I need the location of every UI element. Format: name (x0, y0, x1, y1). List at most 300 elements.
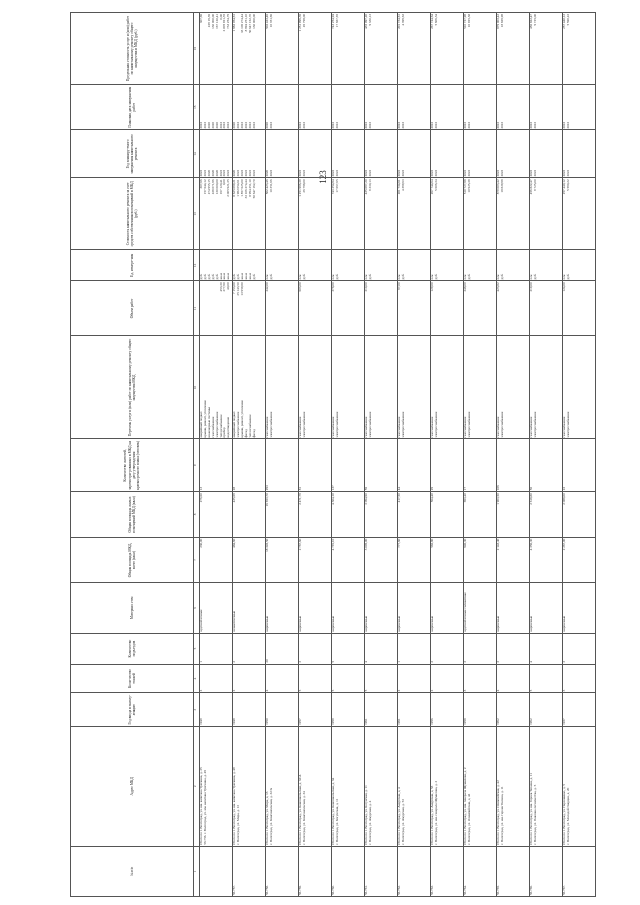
cell-line: 2022 (496, 121, 500, 129)
cell-line: 10 351,66 (268, 14, 273, 28)
cell-line: 5 (331, 689, 335, 692)
capital-repair-table (70, 12, 596, 897)
cell-line: 502 423,46 (265, 14, 269, 29)
cell-line: 2022 (430, 121, 434, 129)
date-end-cell (365, 84, 398, 130)
cell-line: 13 (199, 486, 203, 491)
volume-cell (299, 281, 332, 336)
cell-line: 435,69 (232, 493, 236, 503)
cell-line: г. Волгоград, ул. Комсомольская, д. 32/А (268, 787, 273, 845)
cell-line: 879 003,42 (496, 179, 500, 195)
works-cell (398, 336, 431, 439)
cell-line: 56.761. (364, 885, 368, 895)
entrances-cell (497, 633, 530, 664)
column-header: Год ввода в эксплу-атацию (71, 693, 194, 727)
residents-cell (431, 439, 464, 492)
year-end-cell (365, 130, 398, 178)
limit-cell (233, 13, 266, 85)
year-end-cell (398, 130, 431, 178)
area-total-cell (464, 537, 497, 583)
cell-line: руб. (301, 273, 306, 280)
floors-cell (398, 664, 431, 693)
cell-line: руб. (334, 273, 339, 280)
cell-line: г. Волгоград, ул. им. генерала Шумилова, д. 2 (433, 780, 438, 845)
cell-line: 307,66 (199, 179, 203, 189)
address-cell (431, 726, 464, 846)
entrances-cell (233, 633, 266, 664)
cell-line: 2 (430, 689, 434, 692)
cell-line: 2022 (251, 121, 256, 129)
cell-line: Итого по г. Волгоград, ул. им. Героев Тюхина, д. 11 (529, 772, 533, 845)
cell-line: 2020 (265, 169, 269, 177)
cell-line: Итого по г. Волгоград, ул. Богунская, д. 11 (364, 785, 368, 845)
area-living-cell (233, 492, 266, 538)
cell-line: электроснабжение (214, 411, 219, 438)
cell-line: 743 254,94 (331, 14, 335, 29)
cell-line: 18 345,50 (265, 538, 269, 552)
limit-cell (530, 13, 563, 85)
cell-line: 777,60 (397, 538, 401, 548)
column-header: Коли-чество этажей (71, 664, 194, 693)
column-header: Материал стен (71, 583, 194, 633)
unit-cell (464, 250, 497, 281)
residents-cell (332, 439, 365, 492)
cell-line: г. Волгоград, ул. Мира, д. 13 (235, 805, 240, 845)
cell-line: 2022 (243, 169, 248, 177)
cell-line: 3 094,90 (364, 493, 368, 505)
cost-cell (299, 178, 332, 250)
area-living-cell (332, 492, 365, 538)
cell-line: 22 (562, 486, 566, 491)
cell-line: 5 590,22 (565, 179, 570, 191)
cell-line: 2022 (430, 169, 434, 177)
cell-line: 3 (562, 689, 566, 692)
cell-line: г. Волгоград, ул. Павлова лесничества, д. 5 (532, 784, 537, 845)
cell-line: 510 727,98 (463, 179, 467, 195)
limit-cell (398, 13, 431, 85)
cell-line: электроснабжение (466, 411, 471, 438)
cell-line: 56.759. (298, 885, 302, 895)
cell-line: 3 (463, 661, 467, 663)
cell-line: электроснабжение (400, 411, 405, 438)
cell-line: 4 (529, 661, 533, 663)
year-cell (398, 693, 431, 727)
works-cell (431, 336, 464, 439)
column-header: Адрес МКД (71, 726, 194, 846)
cell-line: 59 (364, 486, 368, 491)
entrances-cell (299, 633, 332, 664)
area-living-cell (299, 492, 332, 538)
cell-line: 2022 (532, 121, 537, 129)
cell-line: газоснабжение (397, 416, 401, 438)
entrances-cell (332, 633, 365, 664)
residents-cell (563, 439, 596, 492)
cell-line: 564,40 (430, 493, 434, 503)
material-cell (497, 583, 530, 633)
table-row (431, 13, 464, 897)
cell-line: 2020 (210, 169, 215, 177)
area-living-cell (266, 492, 299, 538)
cell-line: 2 267,00 (562, 538, 566, 551)
cell-line: п.м (331, 274, 335, 280)
cell-line: 2022 (397, 169, 401, 177)
cell-line: 603,00 (298, 282, 302, 292)
cell-line: 2022 (298, 169, 302, 177)
address-cell (233, 726, 266, 846)
works-cell (464, 336, 497, 439)
cell-line: аварийный подвал (232, 411, 236, 438)
column-header: Количество подъездов (71, 633, 194, 664)
cell-line: 3 (463, 689, 467, 692)
cell-line: 56.758. (265, 885, 269, 895)
cell-line: 2020 (232, 169, 236, 177)
row-number (299, 846, 332, 896)
cell-line: Итого по г. Волгоград, ул. Амурская, д. 53 (430, 785, 434, 845)
cell-line: 9 725,00 (532, 14, 537, 26)
cell-line: 276,60 (199, 493, 203, 503)
cell-line: 10 925,38 (466, 14, 471, 28)
cell-line: 1 982 054,61 (232, 14, 236, 32)
cell-line: 1 857 625,00 (239, 179, 244, 197)
cell-line: газоснабжение (463, 416, 467, 438)
limit-cell (332, 13, 365, 85)
year-cell (563, 693, 596, 727)
cell-line: 167 120,41 (214, 14, 219, 29)
cell-line: 56.757. (232, 885, 236, 895)
cell-line: 2022 (499, 169, 504, 177)
table-row (200, 13, 233, 897)
cell-line: 219,00 (529, 282, 533, 292)
cell-line: 1959 (331, 718, 335, 725)
cell-line: 2022 (367, 169, 372, 177)
area-living-cell (200, 492, 233, 538)
address-cell (464, 726, 497, 846)
residents-cell (233, 439, 266, 492)
area-living-cell (497, 492, 530, 538)
cell-line: 2022 (466, 121, 471, 129)
cell-line: теплоснабжение (247, 414, 252, 438)
residents-cell (200, 439, 233, 492)
unit-cell (266, 250, 299, 281)
cell-line: 510 727,98 (463, 14, 467, 29)
material-cell (200, 583, 233, 633)
cell-line: руб. (367, 273, 372, 280)
cell-line: руб. (232, 273, 236, 280)
cell-line: 2 143,40 (496, 538, 500, 551)
cell-line: 2 (232, 689, 236, 692)
entrances-cell (530, 633, 563, 664)
cell-line: руб. (433, 273, 438, 280)
year-cell (299, 693, 332, 727)
cell-line: 18 829,98 (499, 14, 504, 28)
table-row (365, 13, 398, 897)
cell-line: 17 667,65 (334, 179, 339, 193)
cell-line: 9 330,13 (367, 179, 372, 191)
cell-line: 2022 (562, 121, 566, 129)
floors-cell (332, 664, 365, 693)
entrances-cell (398, 633, 431, 664)
cell-line: руб. (206, 273, 211, 280)
floors-cell (530, 664, 563, 693)
year-cell (233, 693, 266, 727)
row-number (365, 846, 398, 896)
cell-line: 2022 (331, 121, 335, 129)
area-total-cell (365, 537, 398, 583)
row-number (431, 846, 464, 896)
cell-line: 167 120,41 (218, 179, 223, 195)
cell-line: 2022 (334, 121, 339, 129)
cell-line: 2022 (202, 169, 207, 177)
cell-line: 2 618,80 (529, 493, 533, 505)
cell-line: 2020 (210, 121, 215, 129)
cell-line: 230,00 (199, 538, 203, 548)
cell-line: 5 606,34 (433, 14, 438, 26)
cell-line: кв.м (226, 273, 231, 280)
row-number (497, 846, 530, 896)
unit-cell (530, 250, 563, 281)
entrances-cell (464, 633, 497, 664)
cost-cell (200, 178, 233, 250)
cell-line: 2022 (433, 121, 438, 129)
cell-line: 435 097,20 (364, 14, 368, 29)
cell-line: 26 798,00 (301, 179, 306, 193)
cell-line: 502 423,46 (265, 179, 269, 195)
cell-line: 3 (562, 661, 566, 663)
volume-cell (266, 281, 299, 336)
cell-line: кирпичные (298, 615, 302, 632)
cell-line: кирпичные (496, 615, 500, 632)
cell-line: 2022 (251, 169, 256, 177)
cell-line: 56.763. (430, 885, 434, 895)
cell-line: 277,90 (222, 282, 227, 292)
year-end-cell (530, 130, 563, 178)
cell-line: 2022 (226, 169, 231, 177)
cell-line: 2022 (331, 169, 335, 177)
floors-cell (266, 664, 299, 693)
cell-line: 2022 (562, 169, 566, 177)
cell-line: электроснабжение (301, 411, 306, 438)
cell-line: крыши, ремонт, утепление (239, 400, 244, 438)
date-end-cell (266, 84, 299, 130)
cell-line: 4 791,10 (331, 538, 335, 551)
cell-line: 5 590,22 (565, 14, 570, 26)
unit-cell (563, 250, 596, 281)
column-header: Количество жителей, зарегистри-рованных в МКД на дату утверждения краткосрочного плана (человек) (71, 439, 194, 492)
cell-line: 1949 (199, 718, 203, 725)
limit-cell (200, 13, 233, 85)
cell-line: 0,00 (222, 179, 227, 186)
material-cell (464, 583, 497, 633)
cell-line: 2022 (463, 121, 467, 129)
cell-line: 2022 (199, 121, 203, 129)
table-row (233, 13, 266, 897)
cell-line: фасад (243, 429, 248, 438)
cell-line: г. Волгоград, ул. им. Героев Тюхина, д. 11 (499, 786, 504, 845)
cell-line: кирпичные (265, 615, 269, 632)
cell-line: 2022 (364, 121, 368, 129)
cell-line: 1 982 054,61 (235, 179, 240, 197)
address-cell (530, 726, 563, 846)
entrances-cell (365, 633, 398, 664)
cell-line: 2 088,00 (562, 493, 566, 505)
limit-cell (431, 13, 464, 85)
cell-line: 1 251 996,39 (298, 14, 302, 32)
limit-cell (497, 13, 530, 85)
cell-line: Итого по г. Волгоград, ул. Мира, д. 13 (265, 791, 269, 845)
row-number (233, 846, 266, 896)
cell-line: 1950 (265, 718, 269, 725)
cell-line: 378,00 (331, 282, 335, 292)
cell-line: 1957 (298, 718, 302, 725)
cell-line: 137 (331, 485, 335, 491)
year-cell (497, 693, 530, 727)
cell-line: 56.762. (397, 885, 401, 895)
cell-line: руб. (565, 273, 570, 280)
cell-line: кирпичные (430, 615, 434, 632)
cell-line: 10 351,66 (268, 179, 273, 193)
works-cell (365, 336, 398, 439)
cell-line: 1956 (430, 718, 434, 725)
column-header: Стоимость капитального ремонта за счет средств собственников помещений в МКД (руб.) (71, 178, 194, 250)
cell-line: п.м (397, 274, 401, 280)
cell-line: прибор (222, 427, 227, 438)
cell-line: 81 (298, 486, 302, 491)
unit-cell (398, 250, 431, 281)
date-end-cell (497, 84, 530, 130)
cell-line: 2022 (565, 169, 570, 177)
floors-cell (563, 664, 596, 693)
cell-line: 693,40 (463, 493, 467, 503)
cell-line: 20 (265, 659, 269, 663)
residents-cell (464, 439, 497, 492)
date-end-cell (398, 84, 431, 130)
area-total-cell (398, 537, 431, 583)
cell-line: руб. (532, 273, 537, 280)
cell-line: газоснабжение (364, 416, 368, 438)
cell-line: газоснабжение (496, 416, 500, 438)
cell-line: газоснабжение (430, 416, 434, 438)
cell-line: 2022 (364, 169, 368, 177)
area-living-cell (431, 492, 464, 538)
material-cell (365, 583, 398, 633)
works-cell (497, 336, 530, 439)
works-cell (563, 336, 596, 439)
cell-line: 3 (298, 661, 302, 663)
cell-line: 210,00 (364, 282, 368, 292)
cell-line: 2 471,79 (298, 493, 302, 505)
cell-line: 18 829,98 (499, 179, 504, 193)
cell-line: 2022 (218, 169, 223, 177)
cell-line: 56 (529, 486, 533, 491)
material-cell (563, 583, 596, 633)
cell-line: электроснабжение (433, 411, 438, 438)
cell-line: г. Волгоград, ул. Молодой Гвардии, д. 20 (565, 787, 570, 845)
cell-line: 242,00 (265, 282, 269, 292)
cell-line: 50 647 162,70 (251, 179, 256, 199)
works-cell (530, 336, 563, 439)
cell-line: 4 (364, 661, 368, 663)
column-number: 14 (194, 130, 200, 178)
cell-line: 2022 (466, 169, 471, 177)
cell-line: кирпичные (364, 615, 368, 632)
cell-line: 484,60 (232, 538, 236, 548)
cell-line: п.м (430, 274, 434, 280)
cell-line: 201 734,61 (397, 14, 401, 29)
cell-line: руб. (268, 273, 273, 280)
column-number: 4 (194, 664, 200, 693)
cell-line: 44 (397, 486, 401, 491)
cell-line: 2022 (334, 169, 339, 177)
cell-line: 733 254,79 (226, 14, 231, 29)
cell-line: 28 (232, 486, 236, 491)
cell-line: газоснабжение (529, 416, 533, 438)
cell-line: кв.м (243, 273, 248, 280)
material-cell (266, 583, 299, 633)
cost-cell (365, 178, 398, 250)
cell-line: п.м (298, 274, 302, 280)
cell-line: г. Волгоград, ул. Амурская, д. 53 (400, 799, 405, 845)
cell-line: 2 (430, 661, 434, 663)
cost-cell (266, 178, 299, 250)
cell-line: 5 (331, 661, 335, 663)
cell-line: 248,00 (463, 282, 467, 292)
cell-line: 130 000,00 (251, 14, 256, 29)
cell-line: руб. (251, 273, 256, 280)
table-row (332, 13, 365, 897)
cell-line: кирпичные (397, 615, 401, 632)
cell-line: руб. (202, 273, 207, 280)
cell-line: г. Волгоград, ул. Комсомольская, д. 34 (301, 791, 306, 845)
year-end-cell (200, 130, 233, 178)
cell-line: 130 000,00 (214, 179, 219, 195)
year-cell (200, 693, 233, 727)
entrances-cell (200, 633, 233, 664)
cell-line: руб. (210, 273, 215, 280)
cell-line: кв.м (222, 273, 227, 280)
year-cell (530, 693, 563, 727)
limit-cell (299, 13, 332, 85)
cell-line: водоотведение (226, 416, 231, 438)
cell-line: 4 356,30 (529, 538, 533, 551)
area-total-cell (299, 537, 332, 583)
column-number: 2 (194, 726, 200, 846)
area-total-cell (431, 537, 464, 583)
cell-line: 2020 (232, 121, 236, 129)
entrances-cell (563, 633, 596, 664)
cell-line: 2022 (298, 121, 302, 129)
cell-line: 2022 (247, 169, 252, 177)
year-end-cell (497, 130, 530, 178)
cell-line: 33 106 274,44 (239, 14, 244, 33)
table-row (398, 13, 431, 897)
cell-line: 2022 (239, 121, 244, 129)
cell-line: 2022 (235, 121, 240, 129)
cell-line: 2022 (226, 121, 231, 129)
year-cell (332, 693, 365, 727)
cell-line: руб. (400, 273, 405, 280)
cell-line: 1958 (463, 718, 467, 725)
cell-line: 946,30 (463, 538, 467, 548)
row-number (464, 846, 497, 896)
column-header: Объем работ (71, 281, 194, 336)
floors-cell (299, 664, 332, 693)
column-header: Плановая дата завершения работ (71, 84, 194, 130)
page-number: 123 (317, 170, 328, 184)
table-row (266, 13, 299, 897)
cell-line: г. Волгоград, ул. Богунская, д. 11 (334, 798, 339, 845)
cell-line (200, 848, 204, 895)
cell-line: 29 (430, 486, 434, 491)
